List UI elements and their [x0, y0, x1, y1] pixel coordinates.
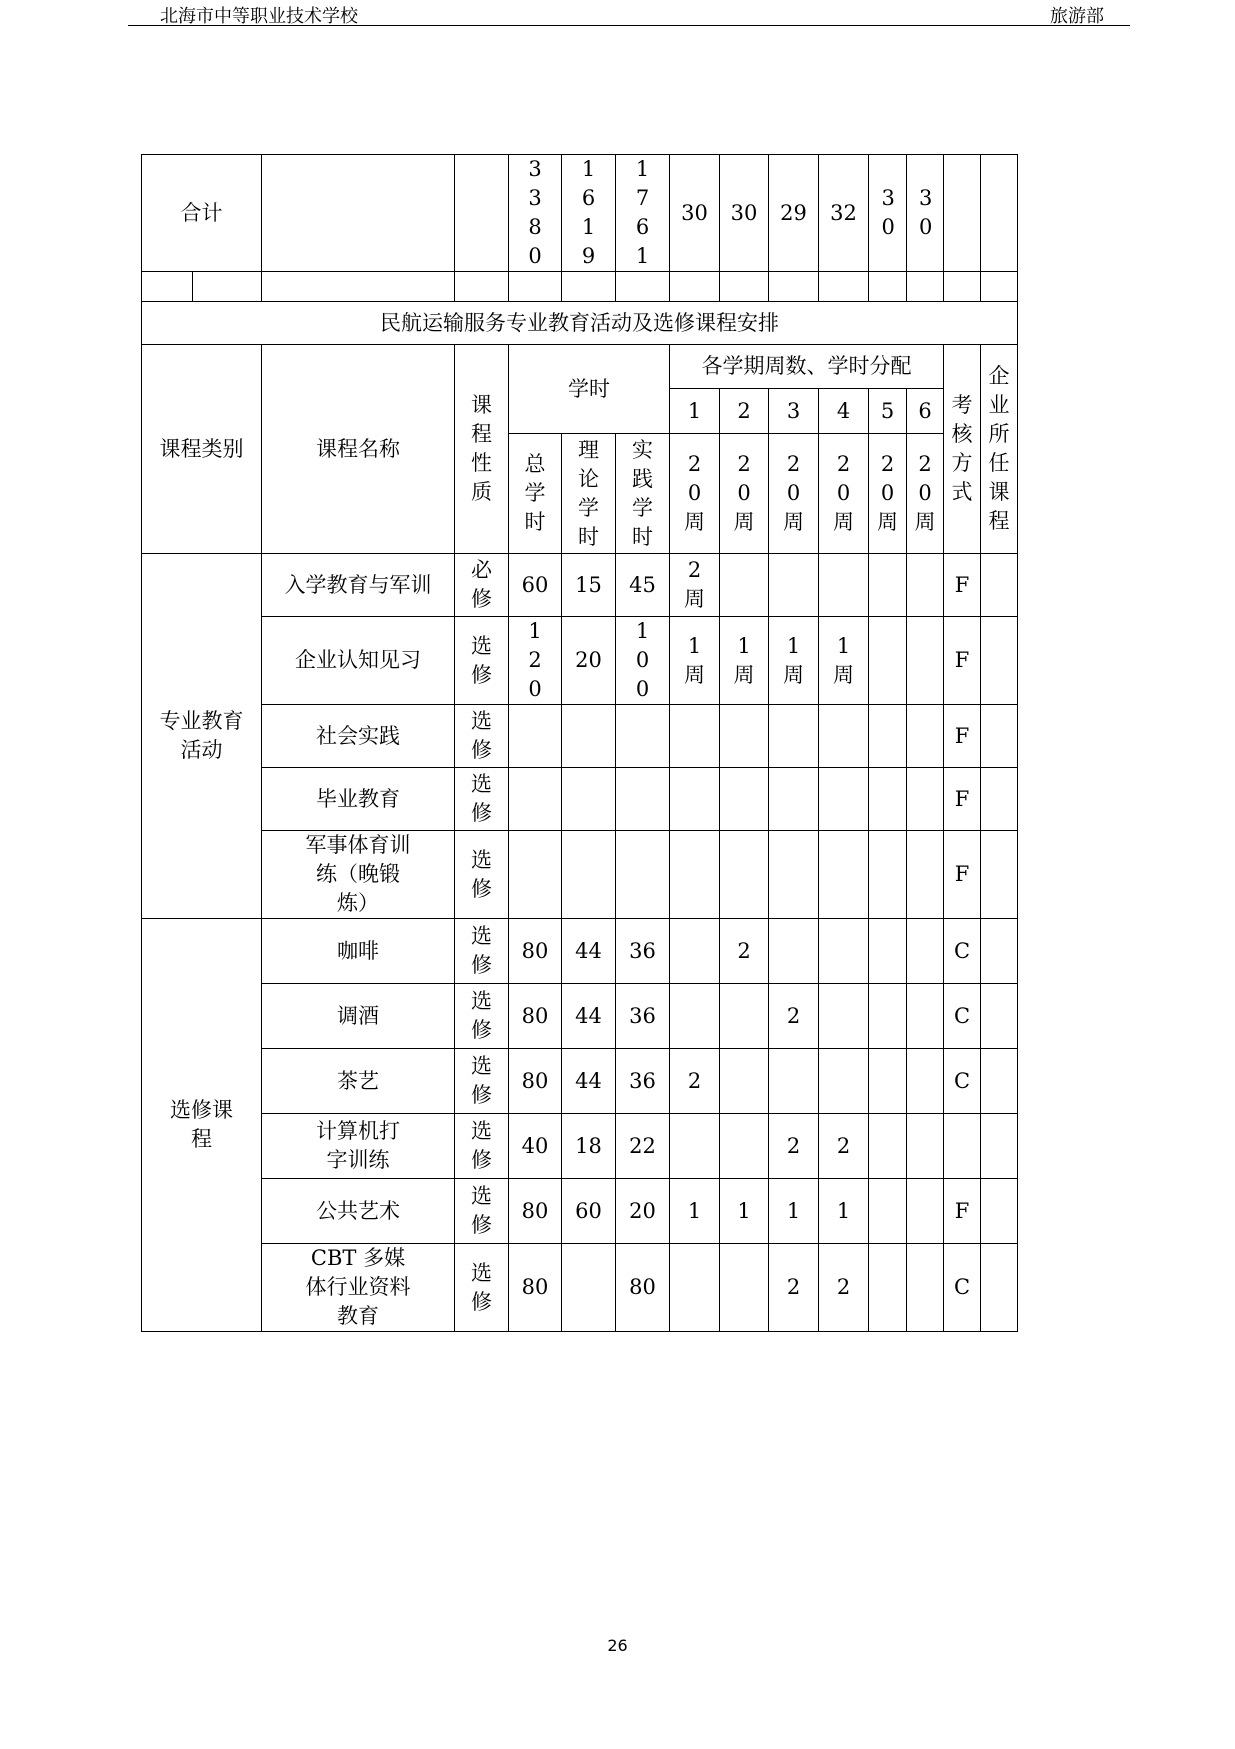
spacer-cell — [819, 272, 869, 302]
course-sem-4 — [819, 554, 869, 617]
course-sem-3 — [769, 554, 819, 617]
header-rule — [128, 25, 1130, 26]
spacer-cell — [769, 272, 819, 302]
totals-name-cell — [262, 155, 455, 272]
course-theory-hours: 44 — [562, 984, 616, 1049]
course-enterprise — [981, 1179, 1018, 1244]
course-sem-6 — [907, 617, 944, 705]
course-sem-1: 2周 — [670, 554, 720, 617]
spacer-split-cell — [142, 272, 262, 302]
course-sem-2 — [720, 1114, 769, 1179]
course-sem-5 — [869, 984, 907, 1049]
course-exam: F — [944, 617, 981, 705]
spacer-cell — [720, 272, 769, 302]
course-practice-hours: 36 — [616, 919, 670, 984]
totals-exam-cell — [944, 155, 981, 272]
course-name: 企业认知见习 — [262, 617, 455, 705]
course-sem-4 — [819, 705, 869, 768]
totals-practice-hours: 1761 — [616, 155, 670, 272]
course-nature: 选修 — [455, 1179, 509, 1244]
course-sem-6 — [907, 831, 944, 919]
course-enterprise — [981, 768, 1018, 831]
course-row — [142, 1179, 1018, 1244]
course-enterprise — [981, 617, 1018, 705]
course-total-hours — [509, 831, 562, 919]
course-name: 入学教育与军训 — [262, 554, 455, 617]
header-name: 课程名称 — [262, 345, 455, 554]
course-name: 调酒 — [262, 984, 455, 1049]
header-weeks-5: 20周 — [869, 434, 907, 554]
spacer-cell — [455, 272, 509, 302]
course-practice-hours: 36 — [616, 1049, 670, 1114]
spacer-cell — [907, 272, 944, 302]
course-nature: 选修 — [455, 617, 509, 705]
course-practice-hours: 100 — [616, 617, 670, 705]
spacer-row — [142, 272, 1018, 302]
course-sem-6 — [907, 554, 944, 617]
course-theory-hours — [562, 768, 616, 831]
course-nature: 选修 — [455, 705, 509, 768]
course-sem-6 — [907, 1244, 944, 1332]
course-row — [142, 554, 1018, 617]
header-sem-6: 6 — [907, 389, 944, 434]
header-nature: 课程性质 — [455, 345, 509, 554]
course-exam: F — [944, 1179, 981, 1244]
course-sem-5 — [869, 617, 907, 705]
course-sem-4: 2 — [819, 1114, 869, 1179]
course-theory-hours: 18 — [562, 1114, 616, 1179]
course-sem-1 — [670, 831, 720, 919]
course-row — [142, 768, 1018, 831]
totals-theory-hours: 1619 — [562, 155, 616, 272]
course-enterprise — [981, 554, 1018, 617]
course-enterprise — [981, 1049, 1018, 1114]
course-row — [142, 984, 1018, 1049]
course-theory-hours: 44 — [562, 919, 616, 984]
header-exam: 考核方式 — [944, 345, 981, 554]
course-sem-1: 1 — [670, 1179, 720, 1244]
course-table — [141, 154, 1018, 1332]
header-weeks-6: 20周 — [907, 434, 944, 554]
course-nature: 选修 — [455, 984, 509, 1049]
course-row — [142, 831, 1018, 919]
section-title-row — [142, 302, 1018, 345]
course-total-hours: 120 — [509, 617, 562, 705]
course-nature: 选修 — [455, 1114, 509, 1179]
course-row — [142, 1049, 1018, 1114]
course-sem-5 — [869, 1179, 907, 1244]
course-sem-2 — [720, 705, 769, 768]
department-name: 旅游部 — [1050, 6, 1104, 27]
course-total-hours: 80 — [509, 1049, 562, 1114]
course-sem-1 — [670, 1114, 720, 1179]
course-practice-hours: 36 — [616, 984, 670, 1049]
course-exam: F — [944, 768, 981, 831]
course-sem-1 — [670, 768, 720, 831]
header-weeks-2: 20周 — [720, 434, 769, 554]
course-theory-hours — [562, 831, 616, 919]
course-name: CBT 多媒体行业资料教育 — [262, 1244, 455, 1332]
course-sem-2 — [720, 768, 769, 831]
school-name: 北海市中等职业技术学校 — [160, 6, 358, 27]
spacer-cell — [509, 272, 562, 302]
course-exam — [944, 1114, 981, 1179]
course-exam: C — [944, 1049, 981, 1114]
course-exam: F — [944, 705, 981, 768]
header-weeks-4: 20周 — [819, 434, 869, 554]
course-sem-1 — [670, 1244, 720, 1332]
header-sem-4: 4 — [819, 389, 869, 434]
header-enterprise: 企业所任课程 — [981, 345, 1018, 554]
course-sem-6 — [907, 705, 944, 768]
course-sem-5 — [869, 554, 907, 617]
course-sem-1: 1周 — [670, 617, 720, 705]
course-sem-6 — [907, 1179, 944, 1244]
course-sem-2 — [720, 984, 769, 1049]
course-sem-4 — [819, 768, 869, 831]
section-title: 民航运输服务专业教育活动及选修课程安排 — [142, 302, 1018, 345]
course-practice-hours: 45 — [616, 554, 670, 617]
course-sem-5 — [869, 768, 907, 831]
course-sem-1 — [670, 919, 720, 984]
header-sem-1: 1 — [670, 389, 720, 434]
course-practice-hours — [616, 831, 670, 919]
spacer-cell — [981, 272, 1018, 302]
course-exam: C — [944, 1244, 981, 1332]
course-sem-5 — [869, 705, 907, 768]
course-exam: C — [944, 984, 981, 1049]
course-sem-2: 2 — [720, 919, 769, 984]
course-exam: F — [944, 831, 981, 919]
course-sem-4 — [819, 984, 869, 1049]
course-enterprise — [981, 984, 1018, 1049]
totals-row — [142, 155, 1018, 272]
course-sem-5 — [869, 831, 907, 919]
course-nature: 选修 — [455, 831, 509, 919]
course-sem-2 — [720, 831, 769, 919]
course-row — [142, 919, 1018, 984]
course-sem-4: 2 — [819, 1244, 869, 1332]
spacer-cell — [869, 272, 907, 302]
course-sem-5 — [869, 1244, 907, 1332]
course-name: 茶艺 — [262, 1049, 455, 1114]
course-total-hours: 80 — [509, 1244, 562, 1332]
spacer-cell — [262, 272, 455, 302]
spacer-cell — [670, 272, 720, 302]
course-sem-2 — [720, 1244, 769, 1332]
course-nature: 选修 — [455, 768, 509, 831]
course-theory-hours — [562, 705, 616, 768]
course-theory-hours: 15 — [562, 554, 616, 617]
totals-sem4: 32 — [819, 155, 869, 272]
course-sem-3 — [769, 1049, 819, 1114]
totals-sem3: 29 — [769, 155, 819, 272]
course-sem-3: 2 — [769, 1114, 819, 1179]
course-sem-4 — [819, 831, 869, 919]
course-sem-1 — [670, 705, 720, 768]
course-sem-6 — [907, 768, 944, 831]
course-exam: F — [944, 554, 981, 617]
course-sem-3 — [769, 919, 819, 984]
course-row — [142, 705, 1018, 768]
totals-sem6: 30 — [907, 155, 944, 272]
course-total-hours: 80 — [509, 1179, 562, 1244]
course-total-hours: 60 — [509, 554, 562, 617]
course-sem-2 — [720, 554, 769, 617]
course-total-hours: 40 — [509, 1114, 562, 1179]
course-sem-1 — [670, 984, 720, 1049]
header-distribution: 各学期周数、学时分配 — [670, 345, 944, 389]
course-sem-3 — [769, 831, 819, 919]
course-enterprise — [981, 1244, 1018, 1332]
course-sem-6 — [907, 1114, 944, 1179]
course-sem-3: 1周 — [769, 617, 819, 705]
category-cell: 选修课程 — [142, 919, 262, 1332]
course-sem-4: 1周 — [819, 617, 869, 705]
course-sem-3: 2 — [769, 984, 819, 1049]
course-nature: 选修 — [455, 1244, 509, 1332]
course-practice-hours — [616, 768, 670, 831]
header-theory: 理论学时 — [562, 434, 616, 554]
totals-sem2: 30 — [720, 155, 769, 272]
course-sem-3: 2 — [769, 1244, 819, 1332]
course-sem-3: 1 — [769, 1179, 819, 1244]
course-theory-hours: 44 — [562, 1049, 616, 1114]
course-sem-4 — [819, 1049, 869, 1114]
course-sem-4: 1 — [819, 1179, 869, 1244]
course-sem-1: 2 — [670, 1049, 720, 1114]
course-enterprise — [981, 919, 1018, 984]
course-name: 社会实践 — [262, 705, 455, 768]
category-cell: 专业教育活动 — [142, 554, 262, 919]
course-practice-hours: 20 — [616, 1179, 670, 1244]
course-sem-3 — [769, 705, 819, 768]
course-sem-5 — [869, 919, 907, 984]
course-name: 咖啡 — [262, 919, 455, 984]
header-sem-5: 5 — [869, 389, 907, 434]
totals-enterprise-cell — [981, 155, 1018, 272]
totals-nature-cell — [455, 155, 509, 272]
page-number: 26 — [607, 1636, 628, 1655]
course-theory-hours: 20 — [562, 617, 616, 705]
spacer-cell — [616, 272, 670, 302]
totals-total-hours: 3380 — [509, 155, 562, 272]
course-theory-hours: 60 — [562, 1179, 616, 1244]
course-total-hours: 80 — [509, 984, 562, 1049]
course-practice-hours: 22 — [616, 1114, 670, 1179]
course-sem-3 — [769, 768, 819, 831]
spacer-cell — [562, 272, 616, 302]
totals-label: 合计 — [142, 155, 262, 272]
course-nature: 选修 — [455, 919, 509, 984]
course-sem-2 — [720, 1049, 769, 1114]
course-sem-6 — [907, 984, 944, 1049]
totals-sem1: 30 — [670, 155, 720, 272]
course-row — [142, 617, 1018, 705]
header-hours: 学时 — [509, 345, 670, 434]
header-practice: 实践学时 — [616, 434, 670, 554]
course-name: 计算机打字训练 — [262, 1114, 455, 1179]
course-sem-4 — [819, 919, 869, 984]
header-weeks-3: 20周 — [769, 434, 819, 554]
course-practice-hours — [616, 705, 670, 768]
header-total: 总学时 — [509, 434, 562, 554]
course-sem-6 — [907, 1049, 944, 1114]
header-row-1 — [142, 345, 1018, 389]
course-sem-2: 1 — [720, 1179, 769, 1244]
course-enterprise — [981, 831, 1018, 919]
course-row — [142, 1114, 1018, 1179]
course-enterprise — [981, 705, 1018, 768]
course-theory-hours — [562, 1244, 616, 1332]
header-sem-2: 2 — [720, 389, 769, 434]
course-sem-6 — [907, 919, 944, 984]
course-total-hours — [509, 705, 562, 768]
course-sem-5 — [869, 1049, 907, 1114]
course-nature: 选修 — [455, 1049, 509, 1114]
header-weeks-1: 20周 — [670, 434, 720, 554]
course-exam: C — [944, 919, 981, 984]
course-enterprise — [981, 1114, 1018, 1179]
course-name: 公共艺术 — [262, 1179, 455, 1244]
course-nature: 必修 — [455, 554, 509, 617]
course-total-hours: 80 — [509, 919, 562, 984]
course-sem-5 — [869, 1114, 907, 1179]
course-name: 军事体育训练（晚锻炼） — [262, 831, 455, 919]
course-row — [142, 1244, 1018, 1332]
course-name: 毕业教育 — [262, 768, 455, 831]
course-practice-hours: 80 — [616, 1244, 670, 1332]
spacer-cell — [944, 272, 981, 302]
course-sem-2: 1周 — [720, 617, 769, 705]
header-category: 课程类别 — [142, 345, 262, 554]
header-sem-3: 3 — [769, 389, 819, 434]
totals-sem5: 30 — [869, 155, 907, 272]
course-total-hours — [509, 768, 562, 831]
